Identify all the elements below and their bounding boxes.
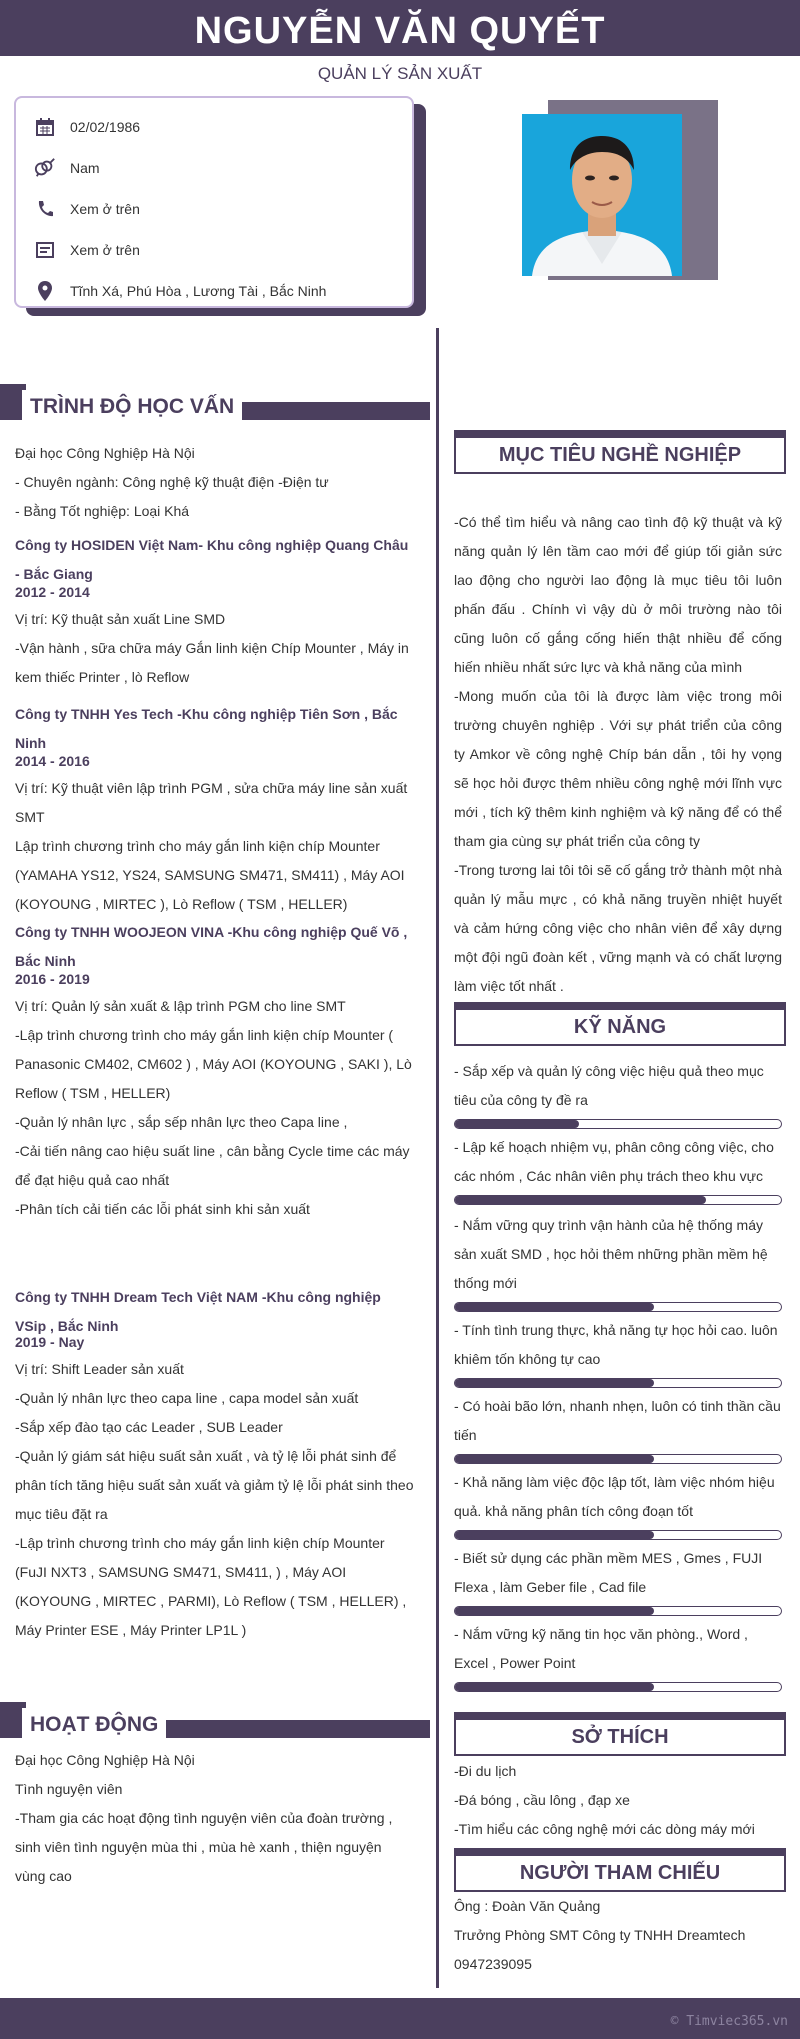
objective-title: MỤC TIÊU NGHỀ NGHIỆP [454, 430, 786, 474]
skill-level-fill [455, 1683, 654, 1691]
skill-text: - Có hoài bão lớn, nhanh nhẹn, luôn có tinh thần cầu tiến [454, 1398, 781, 1443]
experience-line: Lập trình chương trình cho máy gắn linh kiện chíp Mounter (YAMAHA YS12, YS24, SAMSUNG SM471, SM411) , Máy AOI (KOYOUNG , MIRTEC ), Lò Reflow ( TSM , HELLER) [15, 838, 405, 912]
personal-info-box [14, 96, 414, 308]
info-gender [34, 153, 100, 183]
skill-item [454, 1544, 782, 1616]
skill-text: - Biết sử dụng các phần mềm MES , Gmes , FUJI Flexa , làm Geber file , Cad file [454, 1550, 763, 1595]
location-icon [34, 280, 56, 302]
skill-level-bar [454, 1682, 782, 1692]
education-major: - Chuyên ngành: Công nghệ kỹ thuật điện -Điện tư [15, 474, 329, 490]
experience-line: -Lập trình chương trình cho máy gắn linh kiện chíp Mounter (FuJI NXT3 , SAMSUNG SM471, SM411, ) , Máy AOI (KOYOUNG , MIRTEC , PARMI), Lò Reflow ( TSM , HELLER) , Máy Printer ESE , Máy Printer LP1L ) [15, 1535, 407, 1638]
experience-line: -Sắp xếp đào tạo các Leader , SUB Leader [15, 1419, 283, 1435]
hobby-item: -Đá bóng , cầu lông , đạp xe [454, 1792, 630, 1808]
skill-item [454, 1620, 782, 1692]
info-phone [34, 194, 140, 224]
experience-period: 2014 - 2016 [15, 753, 90, 769]
skill-level-bar [454, 1302, 782, 1312]
experience-period: 2012 - 2014 [15, 584, 90, 600]
reference-position: Trưởng Phòng SMT Công ty TNHH Dreamtech [454, 1927, 746, 1943]
objective-paragraph: -Trong tương lai tôi tôi sẽ cố gắng trở thành một nhà quản lý mẫu mực , có khả năng truyền nhiệt huyết và cảm hứng công việc cho nhân viên để xây dựng một đội ngũ đoàn kết , vững mạnh và có chất lượng làm việc tốt nhất . [454, 862, 782, 994]
skill-level-fill [455, 1379, 654, 1387]
skill-level-fill [455, 1455, 654, 1463]
skill-level-bar [454, 1606, 782, 1616]
experience-line: -Lập trình chương trình cho máy gắn linh kiện chíp Mounter ( Panasonic CM402, CM602 ) , Máy AOI (KOYOUNG , SAKI ), Lò Reflow ( TSM , HELLER) [15, 1027, 412, 1101]
info-birthdate-value: 02/02/1986 [70, 119, 141, 135]
experience-company: Công ty TNHH Dream Tech Việt NAM -Khu công nghiệp VSip , Bắc Ninh [15, 1289, 381, 1334]
objective-paragraph: -Có thể tìm hiểu và nâng cao tình độ kỹ thuật và kỹ năng quản lý lên tầm cao mới để giúp tối giản sức lao động cho người lao động là mục tiêu tôi luôn phấn đấu . Chính vì vậy dù ở môi trường nào tôi cũng luôn cố gắng cống hiến thật nhiều để cống hiến nhiều nhất sức lực và khả năng của mình [454, 514, 782, 675]
job-title: QUẢN LÝ SẢN XUẤT [317, 64, 483, 83]
experience-line: -Vận hành , sữa chữa máy Gắn linh kiện Chíp Mounter , Máy in kem thiếc Printer , lò Reflow [15, 640, 409, 685]
experience-line: Vị trí: Kỹ thuật viên lập trình PGM , sửa chữa máy line sản xuất SMT [15, 780, 408, 825]
name-header: NGUYỄN VĂN QUYẾT [0, 0, 800, 56]
skill-item [454, 1316, 782, 1388]
hobby-item: -Đi du lịch [454, 1763, 517, 1779]
skill-item [454, 1057, 782, 1129]
experience-line: -Quản lý nhân lực , sắp sếp nhân lực theo Capa line , [15, 1114, 348, 1130]
skill-text: - Nắm vững quy trình vận hành của hệ thống máy sản xuất SMD , học hỏi thêm những phần mềm hệ thống mới [454, 1217, 768, 1291]
objective-paragraph: -Mong muốn của tôi là được làm việc trong môi trường chuyên nghiệp . Với sự phát triển của công ty Amkor về công nghệ Chíp bán dẫn , tôi hy vọng sẽ học hỏi được thêm nhiều công nghệ mới lĩnh vực mới , tích kỹ thêm kinh nghiệm và kỹ năng để có thể tham gia cùng sự phát triển của công ty [454, 688, 782, 849]
column-divider [436, 328, 439, 1988]
watermark: © Timviec365.vn [670, 2014, 788, 2029]
skill-level-bar [454, 1119, 782, 1129]
skill-text: - Lập kế hoạch nhiệm vụ, phân công công việc, cho các nhóm , Các nhân viên phụ trách theo khu vực [454, 1139, 774, 1184]
skill-level-fill [455, 1120, 579, 1128]
skill-item [454, 1392, 782, 1464]
info-gender-value: Nam [70, 160, 100, 176]
hobby-item: -Tìm hiểu các công nghệ mới các dòng máy mới [454, 1821, 755, 1837]
calendar-icon [34, 116, 56, 138]
hobbies-title: SỞ THÍCH [454, 1712, 786, 1756]
skill-level-bar [454, 1378, 782, 1388]
skill-level-fill [455, 1303, 654, 1311]
skill-text: - Sắp xếp và quản lý công việc hiệu quả theo mục tiêu của công ty đề ra [454, 1063, 764, 1108]
info-phone-value: Xem ở trên [70, 201, 140, 217]
education-title: TRÌNH ĐỘ HỌC VẤN [22, 390, 242, 424]
skill-item [454, 1133, 782, 1205]
profile-photo [522, 114, 682, 276]
experience-company: Công ty TNHH WOOJEON VINA -Khu công nghiệp Quế Võ , Bắc Ninh [15, 924, 408, 969]
info-email [34, 235, 140, 265]
experience-line: Vị trí: Kỹ thuật sản xuất Line SMD [15, 611, 226, 627]
skill-text: - Tính tình trung thực, khả năng tự học hỏi cao. luôn khiêm tốn không tự cao [454, 1322, 778, 1367]
skill-text: - Nắm vững kỹ năng tin học văn phòng., Word , Excel , Power Point [454, 1626, 748, 1671]
skill-level-bar [454, 1530, 782, 1540]
activities-section-header [0, 1708, 430, 1736]
experience-line: -Cải tiến nâng cao hiệu suất line , cân bằng Cycle time các máy để đạt hiệu quả cao nhất [15, 1143, 410, 1188]
experience-line: -Quản lý giám sát hiệu suất sản xuất , và tỷ lệ lỗi phát sinh để phân tích tăng hiệu suất sản xuất và giảm tỷ lệ lỗi phát sinh theo mục tiêu đặt ra [15, 1448, 414, 1522]
gender-icon [34, 157, 56, 179]
education-section-header [0, 390, 430, 418]
experience-period: 2016 - 2019 [15, 971, 90, 987]
skill-level-bar [454, 1454, 782, 1464]
experience-company: Công ty HOSIDEN Việt Nam- Khu công nghiệp Quang Châu - Bắc Giang [15, 537, 409, 582]
phone-icon [34, 198, 56, 220]
skill-item [454, 1211, 782, 1312]
experience-line: Vị trí: Shift Leader sản xuất [15, 1361, 184, 1377]
activity-line: Đại học Công Nghiệp Hà Nội [15, 1752, 195, 1768]
info-birthdate [34, 112, 140, 142]
experience-line: -Phân tích cải tiến các lỗi phát sinh khi sản xuất [15, 1201, 310, 1217]
education-school: Đại học Công Nghiệp Hà Nội [15, 445, 195, 461]
info-email-value: Xem ở trên [70, 242, 140, 258]
info-address-value: Tĩnh Xá, Phú Hòa , Lương Tài , Bắc Ninh [70, 283, 327, 299]
experience-line: -Quản lý nhân lực theo capa line , capa model sản xuất [15, 1390, 359, 1406]
experience-period: 2019 - Nay [15, 1334, 85, 1350]
skill-level-bar [454, 1195, 782, 1205]
email-icon [34, 239, 56, 261]
skill-level-fill [455, 1607, 654, 1615]
reference-name: Ông : Đoàn Văn Quảng [454, 1898, 601, 1914]
activity-line: Tình nguyện viên [15, 1781, 123, 1797]
skill-level-fill [455, 1196, 706, 1204]
education-degree: - Bằng Tốt nghiệp: Loại Khá [15, 503, 190, 519]
activities-title: HOẠT ĐỘNG [22, 1708, 166, 1742]
reference-phone: 0947239095 [454, 1956, 532, 1972]
skills-title: KỸ NĂNG [454, 1002, 786, 1046]
references-title: NGƯỜI THAM CHIẾU [454, 1848, 786, 1892]
experience-line: Vị trí: Quản lý sản xuất & lập trình PGM cho line SMT [15, 998, 346, 1014]
activity-line: -Tham gia các hoạt động tình nguyện viên của đoàn trường , sinh viên tình nguyện mùa thi , mùa hè xanh , thiện nguyện vùng cao [15, 1810, 393, 1884]
skill-text: - Khả năng làm việc độc lập tốt, làm việc nhóm hiệu quả. khả năng phân tích công đoạn tốt [454, 1474, 775, 1519]
skill-level-fill [455, 1531, 654, 1539]
skill-item [454, 1468, 782, 1540]
info-address [34, 276, 326, 306]
experience-company: Công ty TNHH Yes Tech -Khu công nghiệp Tiên Sơn , Bắc Ninh [15, 706, 398, 751]
